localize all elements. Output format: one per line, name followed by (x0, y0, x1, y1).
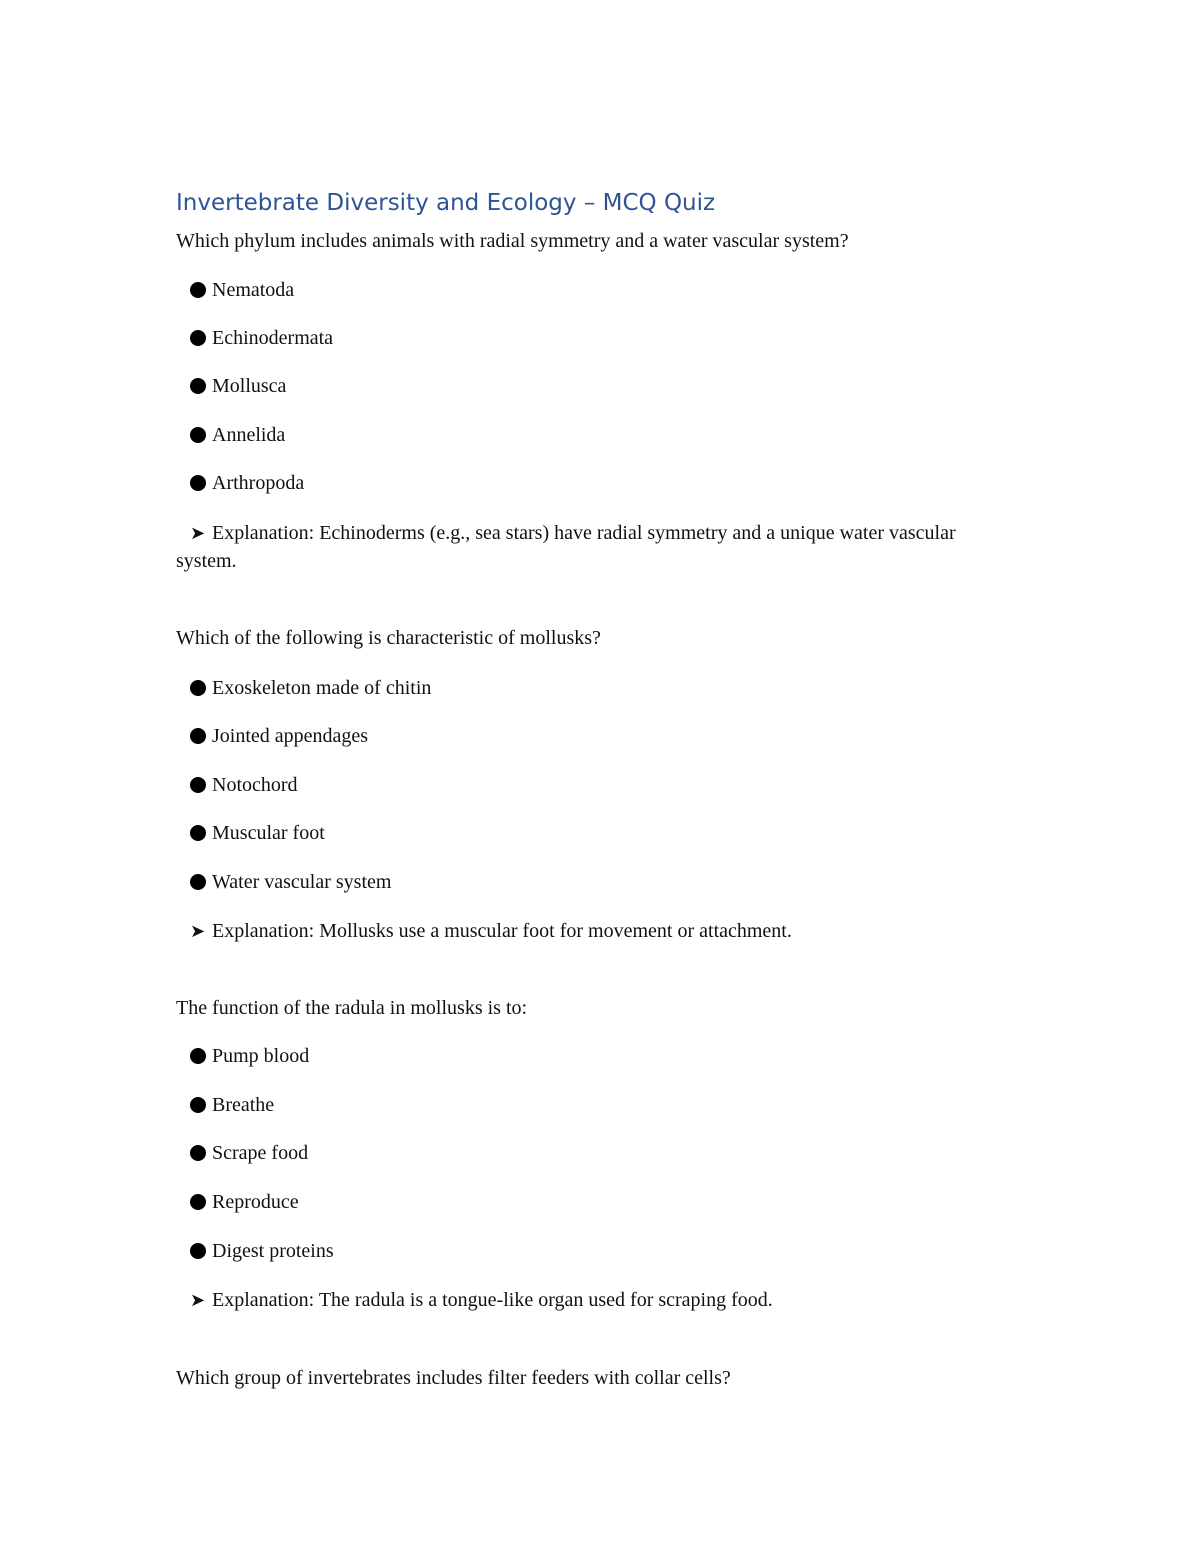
option-label: Nematoda (212, 279, 295, 301)
filled-circle-icon (190, 777, 206, 793)
filled-circle-icon (190, 1145, 206, 1161)
option-label: Notochord (212, 774, 298, 796)
option-label: Scrape food (212, 1142, 309, 1164)
option-label: Echinodermata (212, 327, 334, 349)
question-3-option-4 (190, 1188, 299, 1216)
question-2-option-2 (190, 722, 368, 750)
option-label: Muscular foot (212, 822, 325, 844)
option-label: Pump blood (212, 1045, 310, 1067)
option-label: Digest proteins (212, 1240, 334, 1262)
question-4-prompt: Which group of invertebrates includes filter feeders with collar cells? (176, 1367, 731, 1389)
filled-circle-icon (190, 680, 206, 696)
question-3-explanation (176, 1286, 1006, 1314)
question-3-option-2 (190, 1091, 274, 1119)
filled-circle-icon (190, 825, 206, 841)
explanation-text: Explanation: Mollusks use a muscular foot for movement or attachment. (212, 920, 792, 942)
question-1-option-4 (190, 421, 285, 449)
option-label: Breathe (212, 1094, 275, 1116)
option-label: Arthropoda (212, 472, 305, 494)
filled-circle-icon (190, 1243, 206, 1259)
question-2-prompt: Which of the following is characteristic of mollusks? (176, 627, 601, 649)
option-label: Mollusca (212, 375, 287, 397)
arrowhead-icon: ➤ (190, 523, 206, 543)
arrowhead-icon: ➤ (190, 1290, 206, 1310)
arrowhead-icon: ➤ (190, 921, 206, 941)
question-1-option-3 (190, 372, 286, 400)
question-2-explanation (176, 917, 1006, 945)
filled-circle-icon (190, 1097, 206, 1113)
question-1-option-2 (190, 324, 333, 352)
option-label: Exoskeleton made of chitin (212, 677, 432, 699)
question-1-option-5 (190, 469, 304, 497)
question-3-option-5 (190, 1237, 334, 1265)
filled-circle-icon (190, 427, 206, 443)
question-3-option-1 (190, 1042, 309, 1070)
filled-circle-icon (190, 330, 206, 346)
question-3-prompt: The function of the radula in mollusks is to: (176, 997, 528, 1019)
filled-circle-icon (190, 1048, 206, 1064)
filled-circle-icon (190, 282, 206, 298)
question-2-option-3 (190, 771, 298, 799)
question-3-option-3 (190, 1139, 308, 1167)
filled-circle-icon (190, 378, 206, 394)
question-1-option-1 (190, 276, 294, 304)
option-label: Water vascular system (212, 871, 392, 893)
page-title: Invertebrate Diversity and Ecology – MCQ Quiz (176, 190, 716, 216)
filled-circle-icon (190, 728, 206, 744)
question-2-option-1 (190, 674, 431, 702)
explanation-text: Explanation: The radula is a tongue-like organ used for scraping food. (212, 1289, 773, 1311)
option-label: Reproduce (212, 1191, 299, 1213)
question-1-prompt: Which phylum includes animals with radial symmetry and a water vascular system? (176, 230, 849, 252)
question-2-option-5 (190, 868, 391, 896)
filled-circle-icon (190, 874, 206, 890)
option-label: Jointed appendages (212, 725, 369, 747)
option-label: Annelida (212, 424, 286, 446)
explanation-text: Explanation: Echinoderms (e.g., sea stars) have radial symmetry and a unique water vascular system. (176, 522, 956, 572)
filled-circle-icon (190, 1194, 206, 1210)
question-2-option-4 (190, 819, 325, 847)
filled-circle-icon (190, 475, 206, 491)
question-1-explanation (176, 519, 1006, 575)
